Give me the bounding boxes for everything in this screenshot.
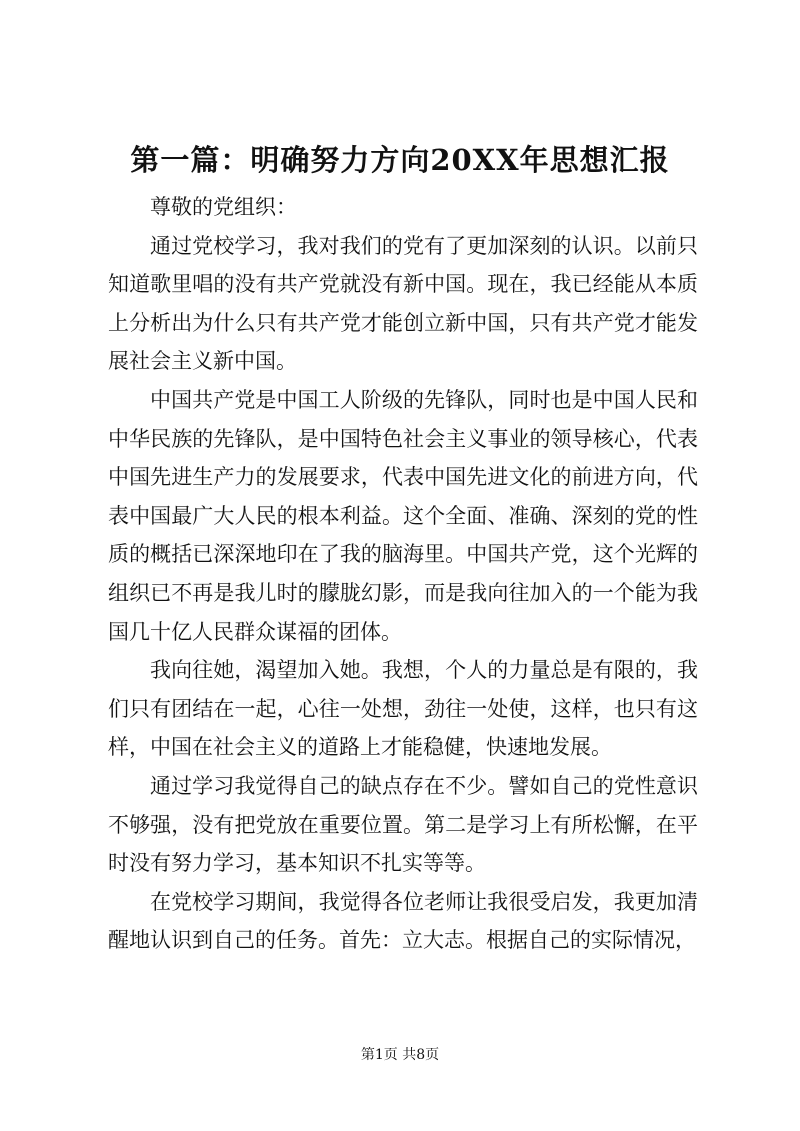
document-title: 第一篇：明确努力方向20XX年思想汇报: [130, 143, 670, 177]
paragraph-5: 在党校学习期间，我觉得各位老师让我很受启发，我更加清醒地认识到自己的任务。首先：立大志。根据自己的实际情况，: [108, 889, 698, 953]
paragraph-2: 中国共产党是中国工人阶级的先锋队，同时也是中国人民和中华民族的先锋队，是中国特色社会主义事业的领导核心，代表中国先进生产力的发展要求，代表中国先进文化的前进方向，代表中国最广大人民的根本利益。这个全面、准确、深刻的党的性质的概括已深深地印在了我的脑海里。中国共产党，这个光辉的组织已不再是我儿时的朦胧幻影，而是我向往加入的一个能为我国几十亿人民群众谋福的团体。: [108, 387, 698, 644]
page-footer: 第1页 共8页: [360, 1047, 440, 1063]
paragraph-1: 通过党校学习，我对我们的党有了更加深刻的认识。以前只知道歌里唱的没有共产党就没有新中国。现在，我已经能从本质上分析出为什么只有共产党才能创立新中国，只有共产党才能发展社会主义新中国。: [108, 233, 698, 374]
document-body: [108, 188, 698, 960]
paragraph-3: 我向往她，渴望加入她。我想，个人的力量总是有限的，我们只有团结在一起，心往一处想，劲往一处使，这样，也只有这样，中国在社会主义的道路上才能稳健，快速地发展。: [108, 658, 698, 760]
salutation: 尊敬的党组织：: [150, 195, 297, 219]
paragraph-4: 通过学习我觉得自己的缺点存在不少。譬如自己的党性意识不够强，没有把党放在重要位置。第二是学习上有所松懈，在平时没有努力学习，基本知识不扎实等等。: [108, 773, 698, 876]
